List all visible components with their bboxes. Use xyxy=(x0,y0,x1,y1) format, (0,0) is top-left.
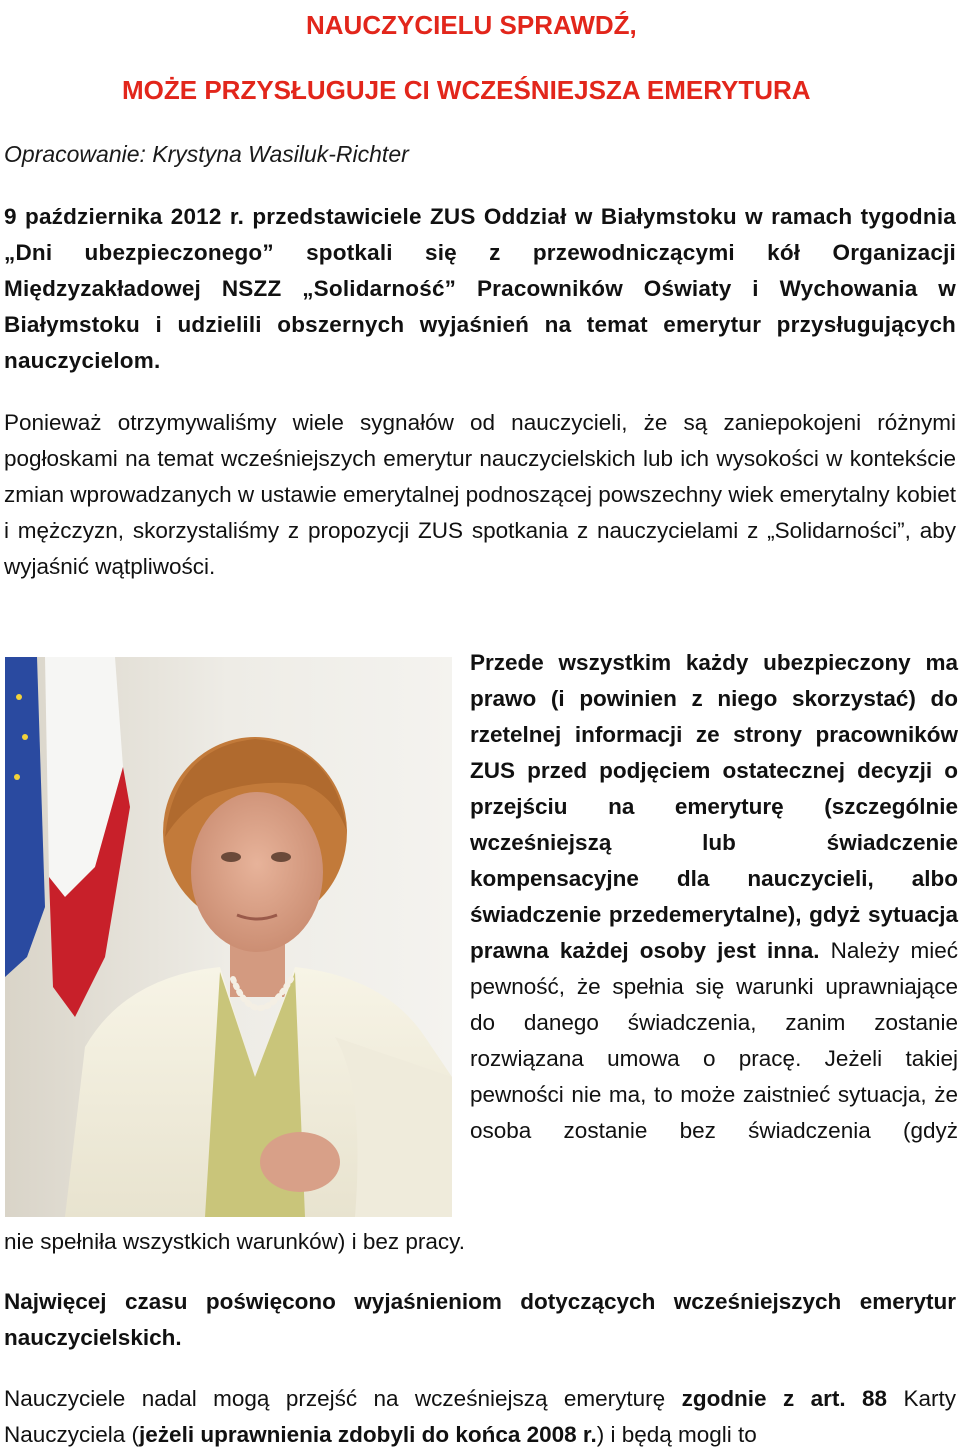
side-normal-text: Należy mieć pewność, że spełnia się warunki uprawniające do danego świadczenia, zanim zostanie rozwiązana umowa o pracę. Jeżeli takiej pewności nie ma, to może zaistnieć sytuacja, że osoba zostanie bez świadczenia (gdyż xyxy=(470,938,958,1143)
p5-part1: Nauczyciele nadal mogą przejść na wcześniejszą emeryturę xyxy=(4,1386,682,1411)
title-line-1: NAUCZYCIELU SPRAWDŹ, xyxy=(306,10,637,40)
side-text-block xyxy=(470,645,958,1149)
p5-part2: Karty Nauczyciela ( xyxy=(4,1386,956,1447)
author-line: Opracowanie: Krystyna Wasiluk-Richter xyxy=(4,141,409,167)
title-line-2: MOŻE PRZYSŁUGUJE CI WCZEŚNIEJSZA EMERYTURA xyxy=(122,75,811,105)
portrait-photo xyxy=(5,657,452,1217)
paragraph-reasons: Ponieważ otrzymywaliśmy wiele sygnałów od nauczycieli, że są zaniepokojeni różnymi pogłoskami na temat wcześniejszych emerytur nauczycielskich lub ich wysokości w kontekście zmian wprowadzanych w ustawie emerytalnej podnoszącej powszechny wiek emerytalny kobiet i mężczyzn, skorzystaliśmy z propozycji ZUS spotkania z nauczycielami z „Solidarności”, aby wyjaśnić wątpliwości. xyxy=(4,410,956,579)
side-bold-text: Przede wszystkim każdy ubezpieczony ma prawo (i powinien z niego skorzystać) do rzetelnej informacji ze strony pracowników ZUS przed podjęciem ostatecznej decyzji o przejściu na emeryturę (szczególnie wcześniejszą lub świadczenie kompensacyjne dla nauczycieli, albo świadczenie przedemerytalne), gdyż sytuacja prawna każdej osoby jest inna. xyxy=(470,650,958,963)
paragraph-main-topic: Najwięcej czasu poświęcono wyjaśnieniom dotyczących wcześniejszych emerytur nauczycielskich. xyxy=(4,1289,956,1350)
intro-paragraph: 9 października 2012 r. przedstawiciele ZUS Oddział w Białymstoku w ramach tygodnia „Dni ubezpieczonego” spotkali się z przewodniczącymi kół Organizacji Międzyzakładowej NSZZ „Solidarność” Pracowników Oświaty i Wychowania w Białymstoku i udzielili obszernych wyjaśnień na temat emerytur przysługujących nauczycielom. xyxy=(4,204,956,373)
p5-part3: ) i będą mogli to xyxy=(596,1422,757,1447)
side-text-tail: nie spełniła wszystkich warunków) i bez pracy. xyxy=(4,1229,466,1254)
paragraph-article-88 xyxy=(4,1381,956,1453)
p5-bold2: jeżeli uprawnienia zdobyli do końca 2008 r. xyxy=(139,1422,597,1447)
p5-bold1: zgodnie z art. 88 xyxy=(681,1386,888,1411)
